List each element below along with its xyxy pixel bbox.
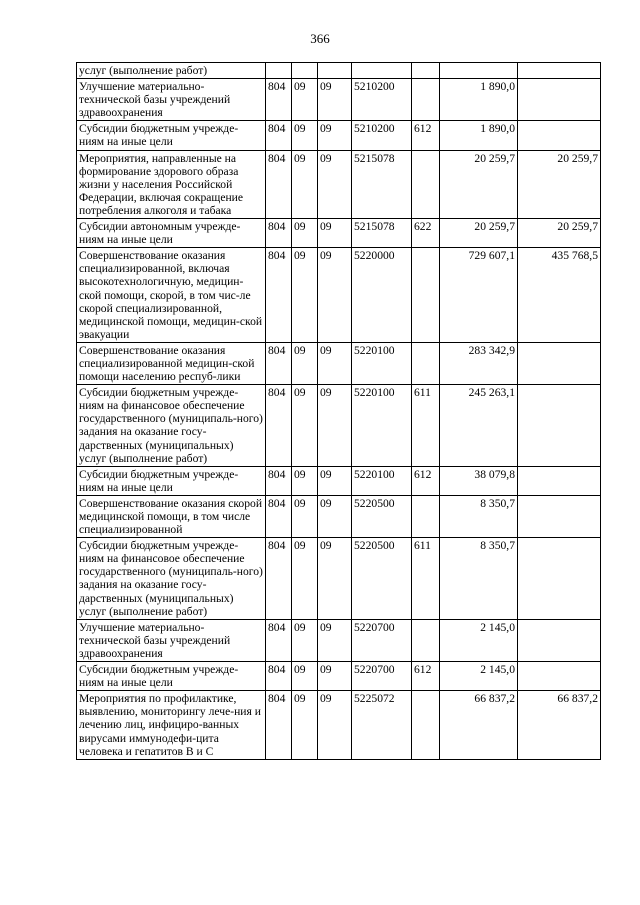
cell-target-article xyxy=(352,63,412,79)
cell-ministry-code: 804 xyxy=(266,662,292,691)
cell-amount: 283 342,9 xyxy=(440,342,518,384)
cell-amount-federal: 435 768,5 xyxy=(518,248,601,343)
cell-section xyxy=(292,63,318,79)
cell-section: 09 xyxy=(292,385,318,467)
cell-name: Субсидии бюджетным учрежде-ниям на финансовое обеспечение государственного (муниципаль-ного) задания на оказание госу-дарственных (муниципальных) услуг (выполнение работ) xyxy=(77,385,266,467)
cell-section: 09 xyxy=(292,150,318,218)
cell-subsection: 09 xyxy=(318,619,352,661)
cell-amount-federal xyxy=(518,79,601,121)
cell-expense-type xyxy=(412,150,440,218)
cell-amount: 8 350,7 xyxy=(440,495,518,537)
cell-subsection: 09 xyxy=(318,538,352,620)
cell-target-article: 5220700 xyxy=(352,662,412,691)
table-row xyxy=(77,79,601,121)
table-row xyxy=(77,385,601,467)
cell-section: 09 xyxy=(292,79,318,121)
cell-expense-type: 611 xyxy=(412,385,440,467)
cell-name: Совершенствование оказания специализированной медицин-ской помощи населению респуб-лики xyxy=(77,342,266,384)
cell-amount: 20 259,7 xyxy=(440,219,518,248)
table-row xyxy=(77,121,601,150)
cell-ministry-code: 804 xyxy=(266,342,292,384)
table-row xyxy=(77,219,601,248)
cell-amount: 729 607,1 xyxy=(440,248,518,343)
cell-subsection: 09 xyxy=(318,150,352,218)
table-row xyxy=(77,63,601,79)
cell-amount: 38 079,8 xyxy=(440,466,518,495)
cell-amount-federal xyxy=(518,619,601,661)
cell-section: 09 xyxy=(292,342,318,384)
cell-target-article: 5220500 xyxy=(352,538,412,620)
cell-ministry-code: 804 xyxy=(266,79,292,121)
cell-target-article: 5225072 xyxy=(352,691,412,759)
table-row xyxy=(77,538,601,620)
cell-section: 09 xyxy=(292,662,318,691)
cell-amount: 2 145,0 xyxy=(440,662,518,691)
cell-expense-type xyxy=(412,63,440,79)
cell-section: 09 xyxy=(292,219,318,248)
cell-target-article: 5220000 xyxy=(352,248,412,343)
cell-name: Субсидии бюджетным учрежде-ниям на иные цели xyxy=(77,662,266,691)
cell-subsection: 09 xyxy=(318,248,352,343)
table-row xyxy=(77,495,601,537)
cell-target-article: 5220500 xyxy=(352,495,412,537)
cell-name: Улучшение материально-технической базы учреждений здравоохранения xyxy=(77,619,266,661)
cell-amount: 1 890,0 xyxy=(440,79,518,121)
cell-amount: 66 837,2 xyxy=(440,691,518,759)
cell-section: 09 xyxy=(292,691,318,759)
budget-table xyxy=(76,62,601,760)
cell-target-article: 5210200 xyxy=(352,79,412,121)
cell-amount xyxy=(440,63,518,79)
cell-ministry-code: 804 xyxy=(266,219,292,248)
cell-section: 09 xyxy=(292,121,318,150)
cell-expense-type: 622 xyxy=(412,219,440,248)
cell-section: 09 xyxy=(292,495,318,537)
cell-amount-federal xyxy=(518,342,601,384)
cell-amount-federal xyxy=(518,121,601,150)
cell-ministry-code xyxy=(266,63,292,79)
cell-subsection: 09 xyxy=(318,691,352,759)
cell-name: Совершенствование оказания специализированной, включая высокотехнологичную, медицин-ской помощи, скорой, в том чис-ле скорой специализированной, медицинской помощи, медицин-ской эвакуации xyxy=(77,248,266,343)
cell-section: 09 xyxy=(292,466,318,495)
table-row xyxy=(77,662,601,691)
cell-amount-federal: 20 259,7 xyxy=(518,150,601,218)
cell-subsection: 09 xyxy=(318,385,352,467)
cell-amount-federal: 20 259,7 xyxy=(518,219,601,248)
cell-ministry-code: 804 xyxy=(266,466,292,495)
cell-expense-type xyxy=(412,342,440,384)
cell-ministry-code: 804 xyxy=(266,248,292,343)
cell-subsection: 09 xyxy=(318,79,352,121)
cell-section: 09 xyxy=(292,248,318,343)
cell-expense-type: 612 xyxy=(412,121,440,150)
cell-ministry-code: 804 xyxy=(266,121,292,150)
cell-expense-type xyxy=(412,495,440,537)
cell-name: Мероприятия по профилактике, выявлению, мониторингу лече-ния и лечению лиц, инфициро-ванных вирусами иммунодефи-цита человека и гепатитов В и С xyxy=(77,691,266,759)
cell-ministry-code: 804 xyxy=(266,385,292,467)
cell-ministry-code: 804 xyxy=(266,691,292,759)
cell-section: 09 xyxy=(292,538,318,620)
cell-target-article: 5210200 xyxy=(352,121,412,150)
table-row xyxy=(77,150,601,218)
cell-amount-federal xyxy=(518,495,601,537)
table-row xyxy=(77,691,601,759)
cell-amount: 2 145,0 xyxy=(440,619,518,661)
cell-subsection: 09 xyxy=(318,219,352,248)
cell-amount-federal xyxy=(518,662,601,691)
cell-name: Улучшение материально-технической базы учреждений здравоохранения xyxy=(77,79,266,121)
cell-expense-type: 612 xyxy=(412,466,440,495)
cell-amount: 1 890,0 xyxy=(440,121,518,150)
cell-target-article: 5215078 xyxy=(352,219,412,248)
page-number: 366 xyxy=(310,31,330,46)
cell-ministry-code: 804 xyxy=(266,538,292,620)
cell-target-article: 5220700 xyxy=(352,619,412,661)
cell-name: услуг (выполнение работ) xyxy=(77,63,266,79)
table-row xyxy=(77,466,601,495)
cell-subsection: 09 xyxy=(318,121,352,150)
cell-subsection: 09 xyxy=(318,466,352,495)
cell-amount-federal: 66 837,2 xyxy=(518,691,601,759)
cell-amount-federal xyxy=(518,466,601,495)
cell-amount: 245 263,1 xyxy=(440,385,518,467)
cell-expense-type: 612 xyxy=(412,662,440,691)
cell-ministry-code: 804 xyxy=(266,495,292,537)
cell-name: Субсидии автономным учрежде-ниям на иные цели xyxy=(77,219,266,248)
cell-target-article: 5220100 xyxy=(352,385,412,467)
cell-name: Мероприятия, направленные на формирование здорового образа жизни у населения Российской Федерации, включая сокращение потребления алкоголя и табака xyxy=(77,150,266,218)
cell-name: Субсидии бюджетным учрежде-ниям на иные цели xyxy=(77,466,266,495)
cell-expense-type xyxy=(412,619,440,661)
cell-amount-federal xyxy=(518,63,601,79)
cell-name: Совершенствование оказания скорой медицинской помощи, в том числе специализированной xyxy=(77,495,266,537)
cell-amount: 8 350,7 xyxy=(440,538,518,620)
cell-subsection: 09 xyxy=(318,495,352,537)
cell-subsection xyxy=(318,63,352,79)
table-row xyxy=(77,619,601,661)
cell-name: Субсидии бюджетным учрежде-ниям на иные цели xyxy=(77,121,266,150)
cell-expense-type xyxy=(412,79,440,121)
cell-expense-type: 611 xyxy=(412,538,440,620)
table-row xyxy=(77,248,601,343)
cell-target-article: 5215078 xyxy=(352,150,412,218)
cell-target-article: 5220100 xyxy=(352,342,412,384)
cell-amount-federal xyxy=(518,538,601,620)
cell-amount: 20 259,7 xyxy=(440,150,518,218)
cell-ministry-code: 804 xyxy=(266,619,292,661)
cell-subsection: 09 xyxy=(318,342,352,384)
cell-expense-type xyxy=(412,248,440,343)
cell-amount-federal xyxy=(518,385,601,467)
cell-subsection: 09 xyxy=(318,662,352,691)
table-row xyxy=(77,342,601,384)
cell-expense-type xyxy=(412,691,440,759)
cell-section: 09 xyxy=(292,619,318,661)
cell-ministry-code: 804 xyxy=(266,150,292,218)
cell-name: Субсидии бюджетным учрежде-ниям на финансовое обеспечение государственного (муниципаль-ного) задания на оказание госу-дарственных (муниципальных) услуг (выполнение работ) xyxy=(77,538,266,620)
cell-target-article: 5220100 xyxy=(352,466,412,495)
